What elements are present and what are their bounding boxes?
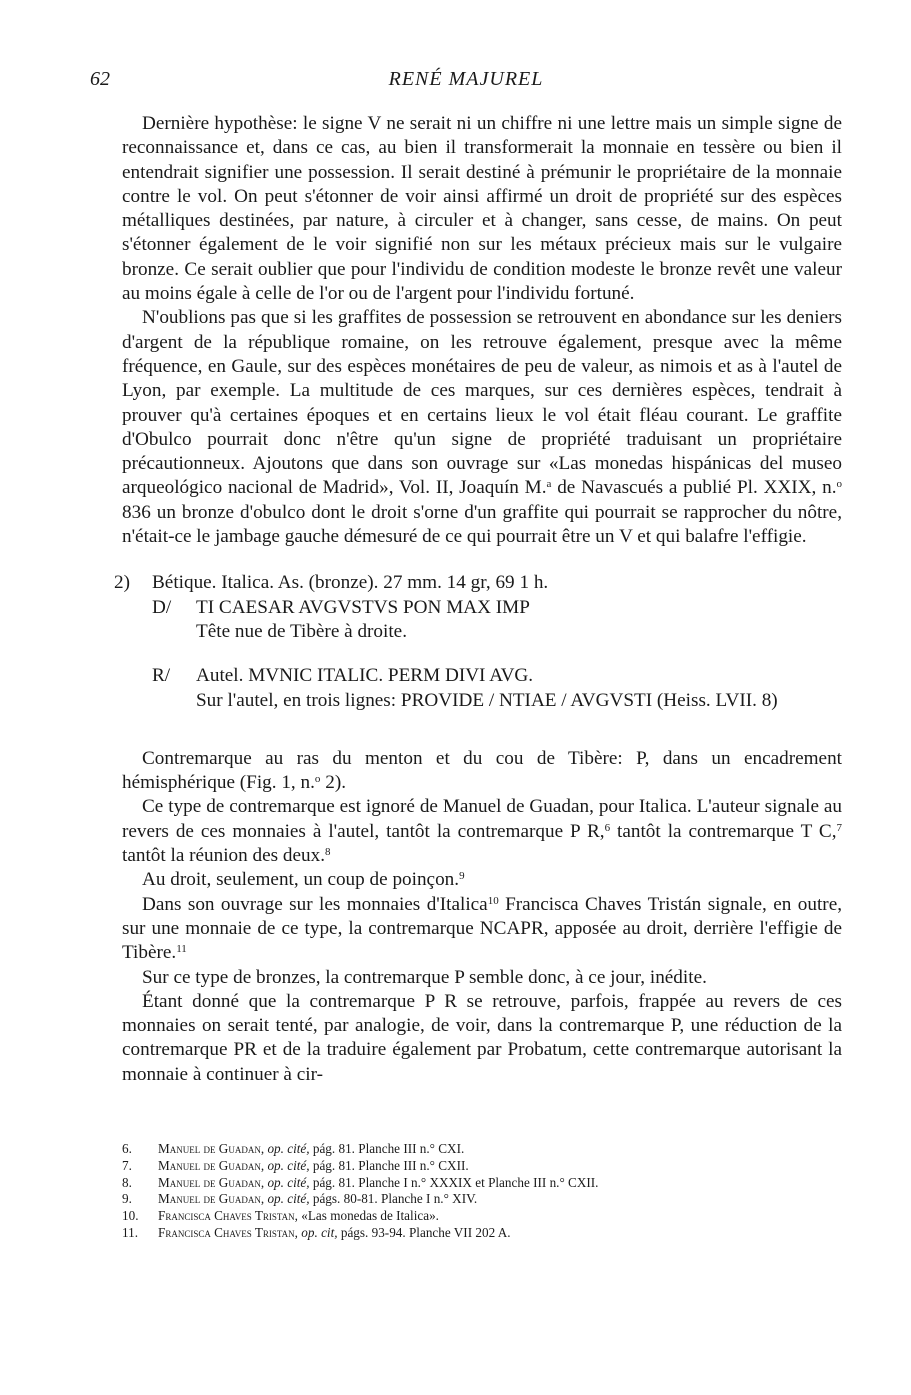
footnote xyxy=(122,1158,842,1175)
coin-obverse xyxy=(152,596,842,645)
footnote xyxy=(122,1208,842,1225)
paragraph-text: 2). xyxy=(320,772,346,794)
footnote-author: Francisca Chaves Tristan, xyxy=(158,1208,298,1224)
footnote-number: 10. xyxy=(122,1208,139,1224)
footnote-ref[interactable]: 11 xyxy=(176,943,187,956)
footnote-number: 11. xyxy=(122,1224,138,1240)
paragraph xyxy=(122,868,842,892)
paragraph-text: Au droit, seulement, un coup de poinçon. xyxy=(142,869,460,891)
paragraph-text: Sur ce type de bronzes, la contremarque P semble donc, à ce jour, inédite. xyxy=(142,966,707,988)
footnote xyxy=(122,1175,842,1192)
footnote-ref[interactable]: 6 xyxy=(604,821,611,834)
footnote-author: Manuel de Guadan, xyxy=(158,1157,265,1173)
obverse-legend: TI CAESAR AVGVSTVS PON MAX IMP xyxy=(196,596,530,618)
footnote-ref-abbrev: op. cité, xyxy=(267,1157,310,1173)
paragraph-text: tantôt la réunion des deux. xyxy=(122,845,326,867)
paragraph xyxy=(122,990,842,1087)
paragraph-text: Étant donné que la contremarque P R se retrouve, parfois, frappée au revers de ces monnaies on serait tenté, par analogie, de voir, dans la contremarque P, une réduction de la contremarque PR et de la traduire également par Probatum, cette contremarque autorisant la monnaie à continuer à cir- xyxy=(122,990,842,1085)
footnote-text: pág. 81. Planche III n.° CXI. xyxy=(309,1141,465,1156)
main-text xyxy=(114,112,843,1087)
footnote-ref[interactable]: 9 xyxy=(459,870,465,883)
footnote-text: pág. 81. Planche III n.° CXII. xyxy=(309,1157,469,1173)
discussion xyxy=(122,747,842,1087)
footnote-author: Manuel de Guadan, xyxy=(158,1174,265,1190)
obverse-label: D/ xyxy=(152,596,172,618)
footnote-text: pág. 81. Planche I n.° XXXIX et Planche III n.° CXII. xyxy=(309,1174,599,1190)
obverse-description: Tête nue de Tibère à droite. xyxy=(196,620,407,642)
reverse-label: R/ xyxy=(152,665,171,687)
coin-heading xyxy=(114,571,842,595)
paragraph xyxy=(122,112,842,306)
footnote-text: «Las monedas de Italica». xyxy=(297,1208,439,1224)
footnote-author: Francisca Chaves Tristan, xyxy=(158,1224,298,1240)
footnotes xyxy=(122,1141,842,1242)
superscript: o xyxy=(314,773,321,786)
superscript: o xyxy=(836,478,842,491)
page-header xyxy=(90,68,842,96)
paragraph xyxy=(122,893,842,966)
coin-reverse xyxy=(152,664,842,713)
footnote xyxy=(122,1141,842,1158)
paragraph-text: de Navascués a publié Pl. XXIX, n. xyxy=(551,477,837,499)
footnote-ref[interactable]: 8 xyxy=(325,846,331,859)
footnote-number: 8. xyxy=(122,1174,132,1190)
reverse-description: Sur l'autel, en trois lignes: PROVIDE / NTIAE / AVGVSTI (Heiss. LVII. 8) xyxy=(196,689,778,711)
paragraph xyxy=(122,966,842,990)
footnote-ref-abbrev: op. cité, xyxy=(267,1141,310,1156)
footnote-text: págs. 80-81. Planche I n.° XIV. xyxy=(309,1191,478,1207)
paragraph-text: tantôt la contremarque T C, xyxy=(610,820,837,842)
paragraph xyxy=(122,306,842,549)
paragraph xyxy=(122,747,842,796)
paragraph-text: Dernière hypothèse: le signe V ne serait ni un chiffre ni une lettre mais un simple signe de reconnaissance et, dans ce cas, au bien il transformerait la monnaie en tessère ou bien il entendrait signifier une possession. Il serait destiné à prémunir le propriétaire de la monnaie contre le vol. On peut s'étonner de voir ainsi affirmé un droit de propriété sur des espèces métalliques destinées, par nature, à circuler et à changer, sans cesse, de mains. On peut s'étonner également de le voir signifié non sur les métaux précieux mais sur le vulgaire bronze. Ce serait oublier que pour l'individu de condition modeste le bronze revêt une valeur au moins égale à celle de l'or ou de l'argent pour l'individu fortuné. xyxy=(122,113,842,305)
paragraph-text: Dans son ouvrage sur les monnaies d'Italica xyxy=(142,893,488,915)
footnote-author: Manuel de Guadan, xyxy=(158,1141,265,1156)
footnote-ref-abbrev: op. cité, xyxy=(267,1191,310,1207)
footnote-number: 6. xyxy=(122,1141,132,1156)
paragraph-text: Contremarque au ras du menton et du cou de Tibère: P, dans un encadrement hémisphérique (Fig. 1, n. xyxy=(122,747,842,794)
footnote-number: 7. xyxy=(122,1157,132,1173)
paragraph-text: 836 un bronze d'obulco dont le droit s'orne d'un graffite qui pourrait se rapprocher du nôtre, n'était-ce le jambage gauche démesuré de ce qui pourrait être un V et qui balafre l'effigie. xyxy=(122,501,842,548)
footnote-author: Manuel de Guadan, xyxy=(158,1191,265,1207)
running-head: RENÉ MAJUREL xyxy=(388,68,544,90)
paragraph xyxy=(122,795,842,868)
footnote-ref[interactable]: 7 xyxy=(836,821,843,834)
coin-title: Bétique. Italica. As. (bronze). 27 mm. 14 gr, 69 1 h. xyxy=(152,572,549,594)
footnote-ref-abbrev: op. cit, xyxy=(301,1224,338,1240)
footnote-number: 9. xyxy=(122,1191,132,1207)
paragraph-text: Ce type de contremarque est ignoré de Manuel de Guadan, pour Italica. L'auteur signale au revers de ces monnaies à l'autel, tantôt la contremarque P R, xyxy=(122,796,842,842)
footnote-text: págs. 93-94. Planche VII 202 A. xyxy=(337,1224,511,1240)
coin-description xyxy=(114,571,842,712)
superscript: a xyxy=(546,478,552,491)
footnote xyxy=(122,1191,842,1208)
paragraph-text: Francisca Chaves Tristán signale, en outre, sur une monnaie de ce type, la contremarque NCAPR, apposée au droit, derrière l'effigie de Tibère. xyxy=(122,893,843,964)
footnote-ref-abbrev: op. cité, xyxy=(267,1174,310,1190)
page-number: 62 xyxy=(90,68,110,90)
coin-number: 2) xyxy=(114,572,130,594)
paragraph-text: N'oublions pas que si les graffites de possession se retrouvent en abondance sur les deniers d'argent de la république romaine, on les retrouve également, presque avec la même fréquence, en Gaule, sur des espèces monétaires de peu de valeur, as nimois et as à l'autel de Lyon, par exemple. La multitude de ces marques, sur ces dernières espèces, tendrait à prouver qu'à certaines époques et en certains lieux le vol était fléau courant. Le graffite d'Obulco pourrait donc n'être qu'un signe de propriété traduisant un propriétaire précautionneux. Ajoutons que dans son ouvrage sur «Las monedas hispánicas del museo arqueológico nacional de Madrid», Vol. II, Joaquín M. xyxy=(122,307,842,499)
footnote-ref[interactable]: 10 xyxy=(487,894,499,907)
footnote xyxy=(122,1225,842,1242)
reverse-legend: Autel. MVNIC ITALIC. PERM DIVI AVG. xyxy=(196,665,534,687)
